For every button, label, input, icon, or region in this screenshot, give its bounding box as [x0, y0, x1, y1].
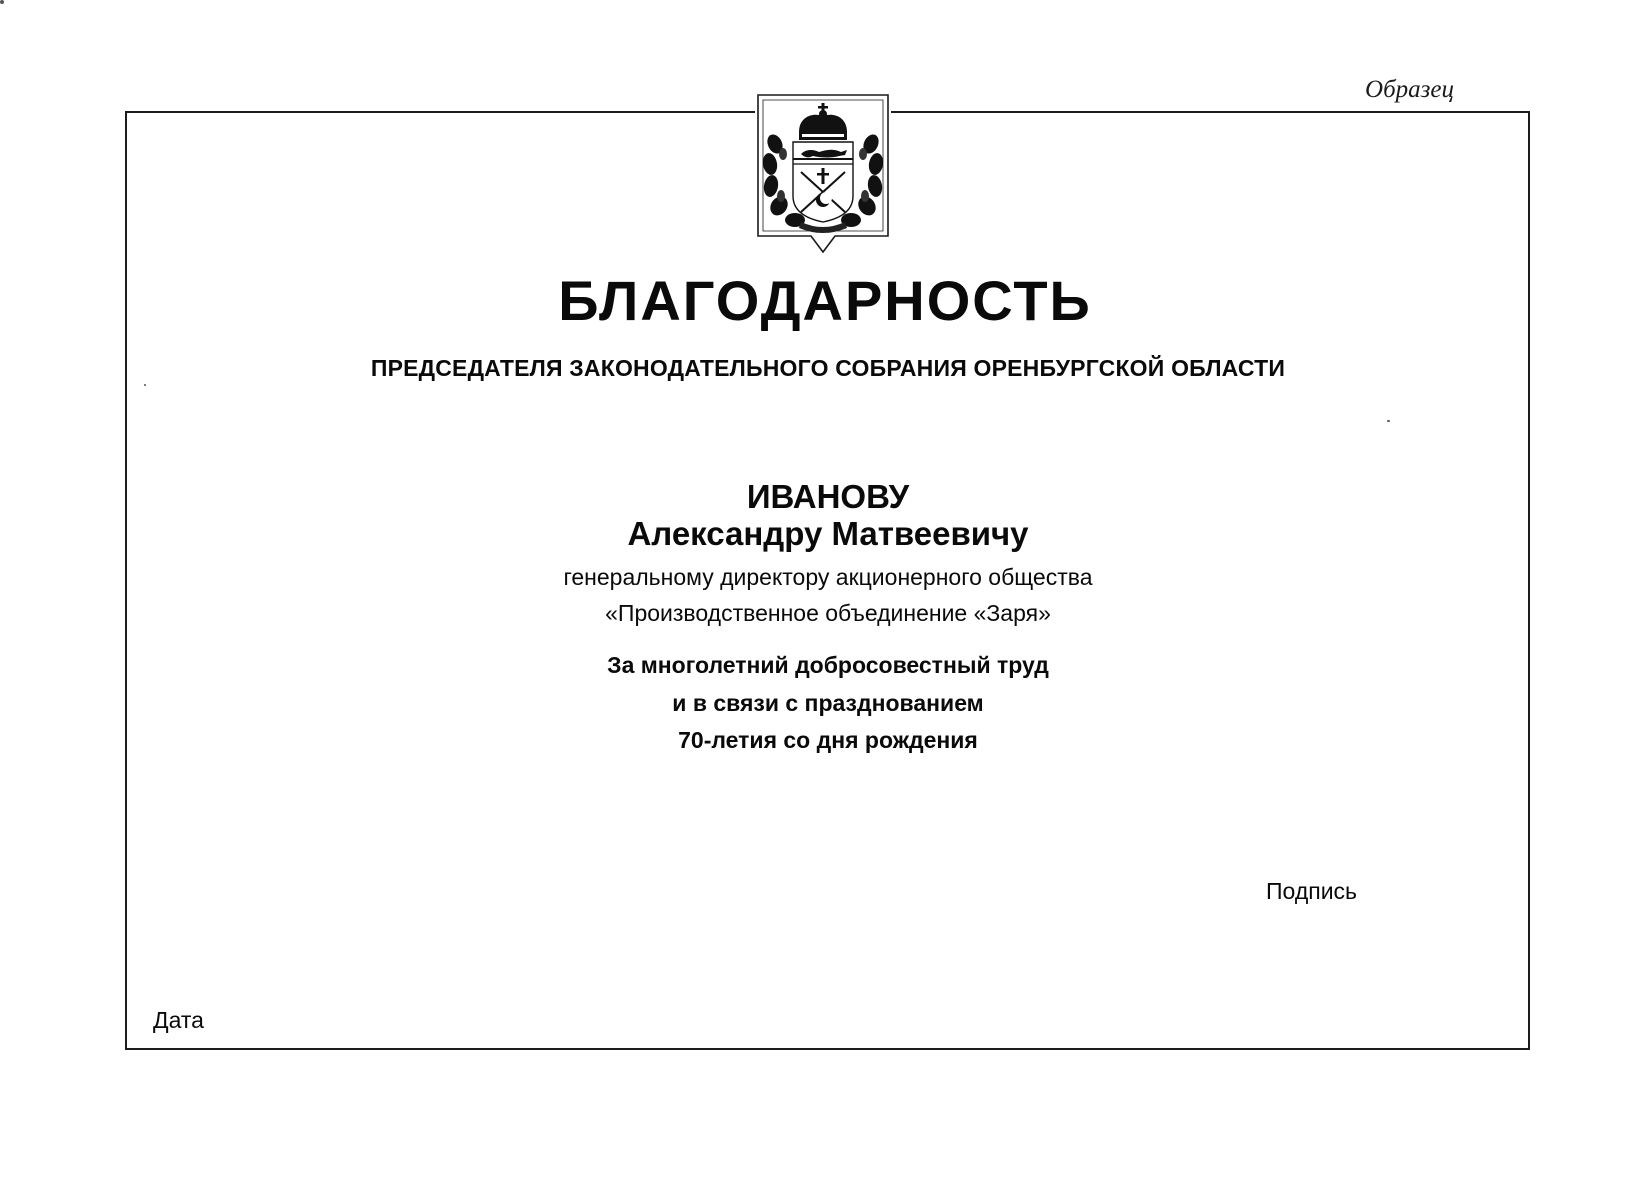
- certificate-title: БЛАГОДАРНОСТЬ: [558, 269, 1092, 332]
- recipient-company: «Производственное объединение «Заря»: [605, 600, 1051, 626]
- sample-watermark-label: Образец: [1365, 76, 1454, 103]
- reason-line-2: и в связи с празднованием: [672, 690, 984, 716]
- recipient-given-name: Александру Матвеевичу: [627, 515, 1029, 552]
- recipient-position: генеральному директору акционерного общества: [563, 564, 1093, 590]
- recipient-surname: ИВАНОВУ: [746, 478, 910, 515]
- scan-speck: [144, 384, 146, 386]
- signature-label: Подпись: [1266, 878, 1358, 904]
- reason-line-3: 70-летия со дня рождения: [678, 727, 978, 753]
- reason-line-1: За многолетний добросовестный труд: [607, 652, 1049, 678]
- date-label: Дата: [153, 1007, 204, 1033]
- scan-speck: [0, 0, 4, 4]
- issuer-subtitle: ПРЕДСЕДАТЕЛЯ ЗАКОНОДАТЕЛЬНОГО СОБРАНИЯ ОРЕНБУРГСКОЙ ОБЛАСТИ: [370, 355, 1286, 381]
- scan-speck: [1387, 420, 1390, 422]
- orenburg-coat-of-arms-icon: [755, 92, 891, 258]
